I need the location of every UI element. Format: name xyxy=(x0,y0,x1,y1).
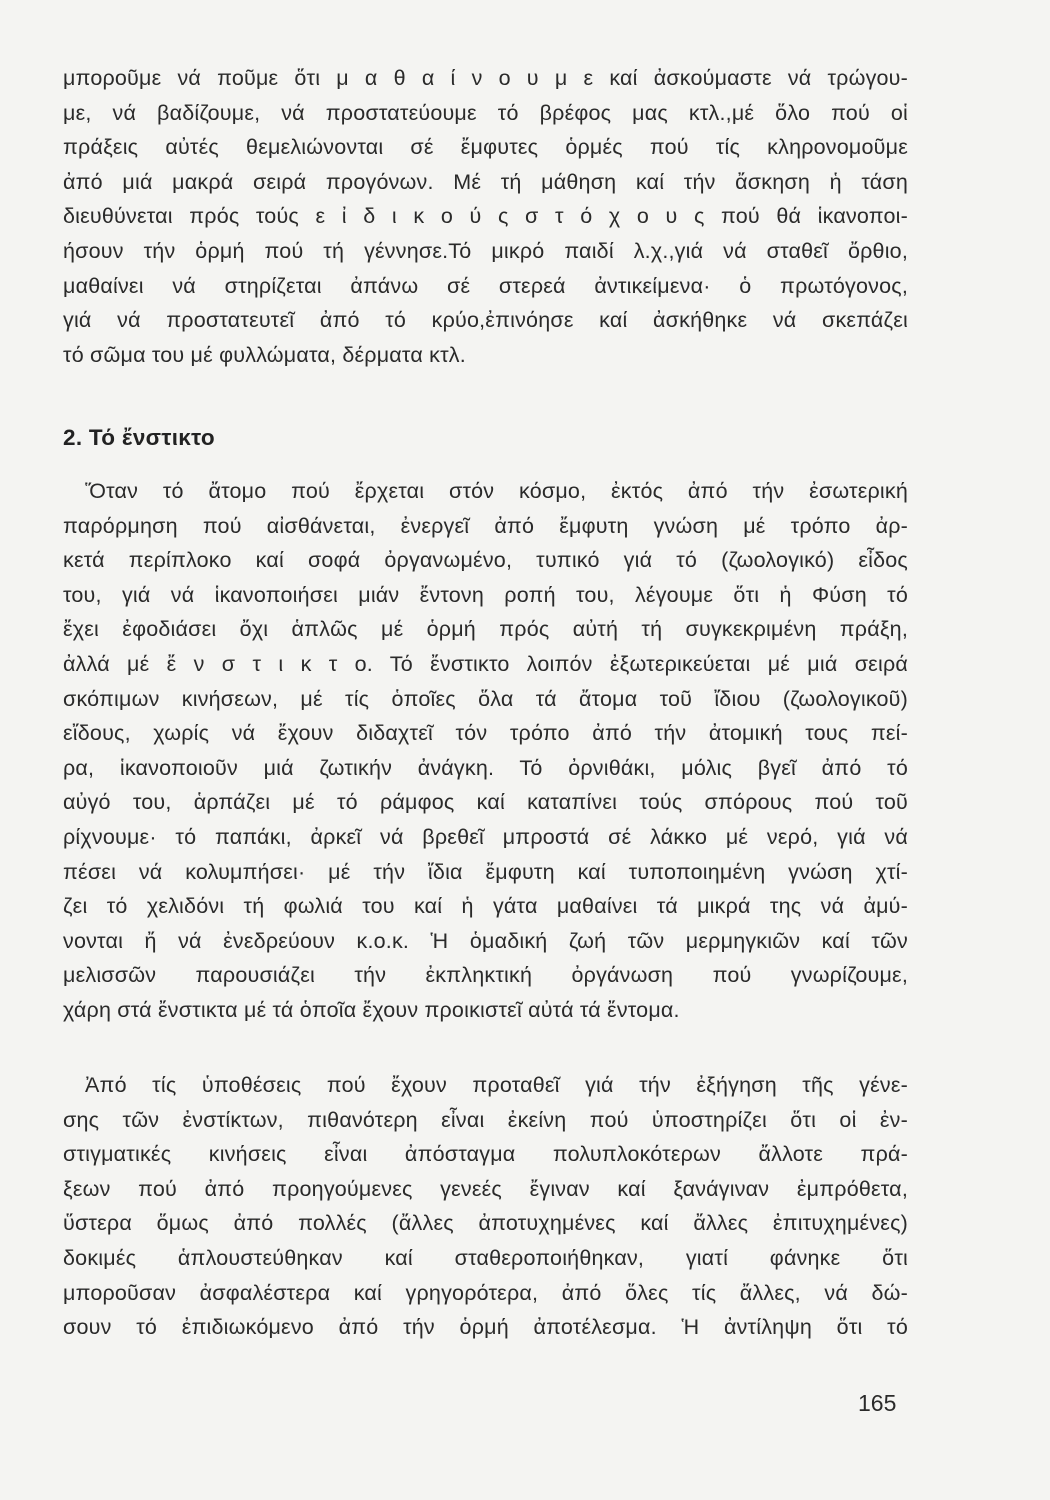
text-line: με, νά βαδίζουμε, νά προστατεύουμε τό βρέφος μας κτλ.,μέ ὅλο πού οἱ xyxy=(63,100,908,125)
text-line: διευθύνεται πρός τούς ε ἰ δ ι κ ο ύ ς σ τ ό χ ο υ ς πού θά ἱκανοποι- xyxy=(63,204,908,229)
text-line: Ἀπό τίς ὑποθέσεις πού ἔχουν προταθεῖ γιά τήν ἐξήγηση τῆς γένε- xyxy=(85,1073,908,1097)
text-line: χάρη στά ἔνστικτα μέ τά ὁποῖα ἔχουν προικιστεῖ αὐτά τά ἔντομα. xyxy=(63,997,680,1022)
text-line: στιγματικές κινήσεις εἶναι ἀπόσταγμα πολυπλοκότερων ἄλλοτε πρά- xyxy=(63,1142,908,1167)
text-line: ἀλλά μέ ἔ ν σ τ ι κ τ ο. Τό ἔνστικτο λοιπόν ἐξωτερικεύεται μέ μιά σειρά xyxy=(63,651,908,676)
text-line: σουν τό ἐπιδιωκόμενο ἀπό τήν ὁρμή ἀποτέλεσμα. Ἡ ἀντίληψη ὅτι τό xyxy=(63,1315,908,1340)
text-line: πράξεις αὐτές θεμελιώνονται σέ ἔμφυτες ὁρμές πού τίς κληρονομοῦμε xyxy=(63,135,908,160)
text-line: ξεων πού ἀπό προηγούμενες γενεές ἔγιναν καί ξανάγιναν ἐμπρόθετα, xyxy=(63,1176,908,1201)
text-line: ζει τό χελιδόνι τή φωλιά του καί ἡ γάτα μαθαίνει τά μικρά της νά ἀμύ- xyxy=(63,894,908,919)
text-line: σης τῶν ἐνστίκτων, πιθανότερη εἶναι ἐκείνη πού ὑποστηρίζει ὅτι οἱ ἐν- xyxy=(63,1107,908,1132)
text-line: κετά περίπλοκο καί σοφά ὀργανωμένο, τυπικό γιά τό (ζωολογικό) εἶδος xyxy=(63,548,908,573)
text-line: ὕστερα ὅμως ἀπό πολλές (ἄλλες ἀποτυχημένες καί ἄλλες ἐπιτυχημένες) xyxy=(63,1211,908,1236)
page-number: 165 xyxy=(858,1390,897,1416)
text-line: γιά νά προστατευτεῖ ἀπό τό κρύο,ἐπινόησε καί ἀσκήθηκε νά σκεπάζει xyxy=(63,308,908,333)
text-line: αὐγό του, ἁρπάζει μέ τό ράμφος καί καταπίνει τούς σπόρους πού τοῦ xyxy=(63,790,908,815)
text-line: Ὅταν τό ἄτομο πού ἔρχεται στόν κόσμο, ἐκτός ἀπό τήν ἐσωτερική xyxy=(85,479,908,503)
text-line: πέσει νά κολυμπήσει· μέ τήν ἴδια ἔμφυτη καί τυποποιημένη γνώση χτί- xyxy=(63,859,908,884)
text-line: δοκιμές ἁπλουστεύθηκαν καί σταθεροποιήθηκαν, γιατί φάνηκε ὅτι xyxy=(63,1245,908,1270)
text-line: μελισσῶν παρουσιάζει τήν ἐκπληκτική ὀργάνωση πού γνωρίζουμε, xyxy=(63,963,908,988)
paragraph-instinct-origin xyxy=(63,1068,908,1345)
text-line: εἴδους, χωρίς νά ἔχουν διδαχτεῖ τόν τρόπο ἀπό τήν ἀτομική τους πεί- xyxy=(63,721,908,746)
text-line: μποροῦσαν ἀσφαλέστερα καί γρηγορότερα, ἀπό ὅλες τίς ἄλλες, νά δώ- xyxy=(63,1280,908,1305)
section-heading: 2. Τό ἔνστικτο xyxy=(63,425,215,450)
text-line: παρόρμηση πού αἰσθάνεται, ἐνεργεῖ ἀπό ἔμφυτη γνώση μέ τρόπο ἀρ- xyxy=(63,513,908,538)
text-line: μποροῦμε νά ποῦμε ὅτι μ α θ α ί ν ο υ μ ε καί ἀσκούμαστε νά τρώγου- xyxy=(63,66,908,90)
text-line: του, γιά νά ἱκανοποιήσει μιάν ἔντονη ροπή του, λέγουμε ὅτι ἡ Φύση τό xyxy=(63,582,908,607)
paragraph-continuation xyxy=(63,61,908,372)
text-line: σκόπιμων κινήσεων, μέ τίς ὁποῖες ὅλα τά ἄτομα τοῦ ἴδιου (ζωολογικοῦ) xyxy=(63,686,908,711)
text-line: ρα, ἱκανοποιοῦν μιά ζωτικήν ἀνάγκη. Τό ὀρνιθάκι, μόλις βγεῖ ἀπό τό xyxy=(63,755,908,780)
text-line: ἀπό μιά μακρά σειρά προγόνων. Μέ τή μάθηση καί τήν ἄσκηση ἡ τάση xyxy=(63,169,908,194)
paragraph-instinct-definition xyxy=(63,474,908,1028)
text-line: ἔχει ἐφοδιάσει ὄχι ἁπλῶς μέ ὁρμή πρός αὐτή τή συγκεκριμένη πράξη, xyxy=(63,617,908,642)
text-line: ρίχνουμε· τό παπάκι, ἀρκεῖ νά βρεθεῖ μπροστά σέ λάκκο μέ νερό, γιά νά xyxy=(63,824,908,849)
text-line: ήσουν τήν ὁρμή πού τή γέννησε.Τό μικρό παιδί λ.χ.,γιά νά σταθεῖ ὄρθιο, xyxy=(63,238,908,263)
text-line: τό σῶμα του μέ φυλλώματα, δέρματα κτλ. xyxy=(63,342,466,367)
text-line: μαθαίνει νά στηρίζεται ἀπάνω σέ στερεά ἀντικείμενα· ὁ πρωτόγονος, xyxy=(63,273,908,298)
text-line: νονται ἤ νά ἐνεδρεύουν κ.ο.κ. Ἡ ὁμαδική ζωή τῶν μερμηγκιῶν καί τῶν xyxy=(63,928,908,953)
